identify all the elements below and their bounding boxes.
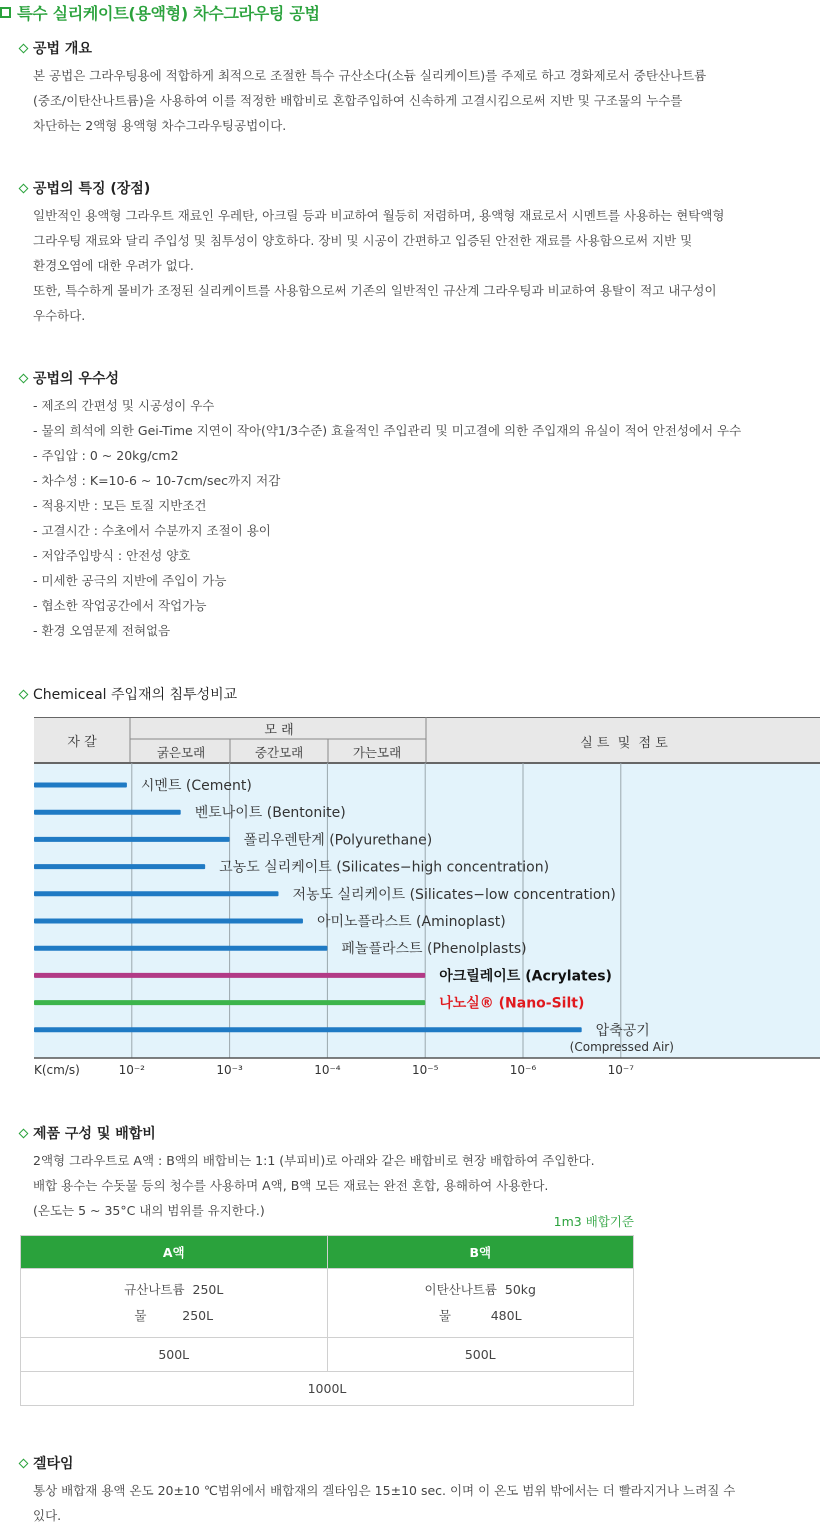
features-paragraph xyxy=(33,203,820,328)
bar-label: 페놀플라스트 (Phenolplasts) xyxy=(341,941,527,958)
bar-label: 아미노플라스트 (Aminoplast) xyxy=(316,914,506,930)
chart-axis xyxy=(34,1063,634,1077)
header-medium-sand: 중간모래 xyxy=(254,745,304,760)
bar-label: 시멘트 (Cement) xyxy=(140,778,252,794)
diamond-bullet-icon xyxy=(19,1128,29,1138)
list-item: - 환경 오염문제 전혀없음 xyxy=(33,623,171,638)
a-total-cell: 500L xyxy=(21,1338,328,1372)
grand-total-cell: 1000L xyxy=(21,1372,634,1406)
x-tick-label: 10⁻⁵ xyxy=(411,1063,439,1077)
text-line: 우수하다. xyxy=(33,308,86,323)
column-b-header: B액 xyxy=(327,1236,634,1269)
bar xyxy=(34,1027,582,1032)
list-item: - 주입압 : 0 ~ 20kg/cm2 xyxy=(33,448,179,463)
bar xyxy=(34,891,279,896)
table-row xyxy=(21,1269,634,1338)
table-row xyxy=(21,1338,634,1372)
list-item: - 미세한 공극의 지반에 주입이 가능 xyxy=(33,573,227,588)
header-silt-clay: 실 트 및 점 토 xyxy=(580,736,668,751)
text-line: 환경오염에 대한 우려가 없다. xyxy=(33,258,194,273)
bar xyxy=(34,783,127,788)
list-item: - 제조의 간편성 및 시공성이 우수 xyxy=(33,398,215,413)
header-gravel: 자 갈 xyxy=(67,735,97,750)
section-overview xyxy=(20,37,820,138)
list-item: - 저압주입방식 : 안전성 양호 xyxy=(33,548,191,563)
b-item: 물 480L xyxy=(438,1308,522,1323)
section-heading: 공법의 우수성 xyxy=(33,371,120,387)
diamond-bullet-icon xyxy=(19,689,29,699)
text-line: 일반적인 용액형 그라우트 재료인 우레탄, 아크릴 등과 비교하여 월등히 저렴하며, 용액형 재료로서 시멘트를 사용하는 현탁액형 xyxy=(33,208,725,223)
bar xyxy=(34,810,181,815)
x-tick-label: 10⁻⁶ xyxy=(509,1063,537,1077)
bar-label: 벤토나이트 (Bentonite) xyxy=(194,805,346,822)
bar-sublabel: (Compressed Air) xyxy=(569,1039,674,1054)
x-tick-label: 10⁻³ xyxy=(216,1063,243,1077)
x-tick-label: 10⁻⁷ xyxy=(607,1063,635,1077)
diamond-bullet-icon xyxy=(19,43,29,53)
diamond-bullet-icon xyxy=(19,183,29,193)
text-line: (중조/이탄산나트륨)을 사용하여 이를 적정한 배합비로 혼합주입하여 신속하게 고결시킴으로써 지반 및 구조물의 누수를 xyxy=(33,93,683,108)
bar-label: 압축공기 xyxy=(595,1022,650,1039)
text-line: 차단하는 2액형 용액형 차수그라우팅공법이다. xyxy=(33,118,287,133)
list-item: - 고결시간 : 수초에서 수분까지 조절이 용이 xyxy=(33,523,271,538)
column-a-header: A액 xyxy=(21,1236,328,1269)
bar-label: 나노실® (Nano-Silt) xyxy=(439,995,585,1012)
section-heading: 공법의 특징 (장점) xyxy=(33,181,151,197)
text-line: 배합 용수는 수돗물 등의 청수를 사용하며 A액, B액 모든 재료는 완전 혼합, 용해하여 사용한다. xyxy=(33,1178,549,1193)
mix-basis-note: 1m3 배합기준 xyxy=(553,1214,634,1229)
bar-label: 저농도 실리케이트 (Silicates−low concentration) xyxy=(292,886,616,903)
section-heading: Chemiceal 주입재의 침투성비교 xyxy=(33,687,238,703)
section-product xyxy=(20,1122,820,1223)
section-heading: 겔타임 xyxy=(33,1456,74,1472)
header-fine-sand: 가는모래 xyxy=(352,745,402,760)
chart-header-bg xyxy=(34,717,820,763)
text-line: 2액형 그라우트로 A액 : B액의 배합비는 1:1 (부피비)로 아래와 같은 배합비로 현장 배합하여 주입한다. xyxy=(33,1153,595,1168)
excellence-list xyxy=(33,393,820,643)
geltime-paragraph xyxy=(33,1478,820,1528)
text-line: (온도는 5 ~ 35°C 내의 범위를 유지한다.) xyxy=(33,1203,265,1218)
list-item: - 적용지반 : 모든 토질 지반조건 xyxy=(33,498,207,513)
a-item: 규산나트륨 250L xyxy=(124,1282,224,1297)
table-row xyxy=(21,1372,634,1406)
section-excellence xyxy=(20,367,820,643)
list-item: - 협소한 작업공간에서 작업가능 xyxy=(33,598,207,613)
bar xyxy=(34,973,425,978)
text-line: 그라우팅 재료와 달리 주입성 및 침투성이 양호하다. 장비 및 시공이 간편하고 입증된 안전한 재료를 사용함으로써 지반 및 xyxy=(33,233,693,248)
bar xyxy=(34,864,205,869)
bar-label: 아크릴레이트 (Acrylates) xyxy=(439,968,612,985)
text-line: 본 공법은 그라우팅용에 적합하게 최적으로 조절한 특수 규산소다(소듐 실리케이트)를 주제로 하고 경화제로서 중탄산나트륨 xyxy=(33,68,707,83)
bar xyxy=(34,946,327,951)
header-sand: 모 래 xyxy=(264,723,294,738)
header-coarse-sand: 굵은모래 xyxy=(156,745,206,760)
bar xyxy=(34,1000,425,1005)
table-header-row xyxy=(21,1236,634,1269)
list-item: - 물의 희석에 의한 Gei-Time 지연이 작아(약1/3수준) 효율적인 주입관리 및 미고결에 의한 주입재의 유실이 적어 안전성에서 우수 xyxy=(33,423,742,438)
diamond-bullet-icon xyxy=(19,373,29,383)
section-comparison xyxy=(20,683,820,705)
page-title-text: 특수 실리케이트(용액형) 차수그라우팅 공법 xyxy=(17,3,320,23)
x-axis-label: K(cm/s) xyxy=(34,1063,80,1077)
diamond-bullet-icon xyxy=(19,1458,29,1468)
text-line: 있다. xyxy=(33,1508,62,1523)
bar xyxy=(34,837,230,842)
x-tick-label: 10⁻² xyxy=(118,1063,146,1077)
overview-paragraph xyxy=(33,63,820,138)
page-title xyxy=(0,0,320,24)
a-items-cell xyxy=(21,1269,328,1338)
b-items-cell xyxy=(327,1269,634,1338)
b-total-cell: 500L xyxy=(327,1338,634,1372)
section-heading: 제품 구성 및 배합비 xyxy=(33,1126,156,1142)
mix-ratio-table xyxy=(20,1235,634,1406)
text-line: 또한, 특수하게 몰비가 조정된 실리케이트를 사용함으로써 기존의 일반적인 규산계 그라우팅과 비교하여 용탈이 적고 내구성이 xyxy=(33,283,717,298)
chart-plot-bg xyxy=(34,763,820,1058)
text-line: 통상 배합재 용액 온도 20±10 ℃범위에서 배합재의 겔타임은 15±10 sec. 이며 이 온도 범위 밖에서는 더 빨라지거나 느려질 수 xyxy=(33,1483,736,1498)
bar xyxy=(34,919,303,924)
section-heading: 공법 개요 xyxy=(33,41,92,57)
bar-label: 폴리우렌탄계 (Polyurethane) xyxy=(243,832,433,849)
bar-label: 고농도 실리케이트 (Silicates−high concentration) xyxy=(219,859,550,876)
penetration-comparison-chart xyxy=(34,717,820,1077)
list-item: - 차수성 : K=10-6 ~ 10-7cm/sec까지 저감 xyxy=(33,473,281,488)
x-tick-label: 10⁻⁴ xyxy=(314,1063,341,1077)
a-item: 물 250L xyxy=(134,1308,214,1323)
section-features xyxy=(20,177,820,328)
b-item: 이탄산나트륨 50kg xyxy=(424,1282,536,1297)
square-bullet-icon xyxy=(0,7,11,18)
section-geltime xyxy=(20,1452,820,1528)
